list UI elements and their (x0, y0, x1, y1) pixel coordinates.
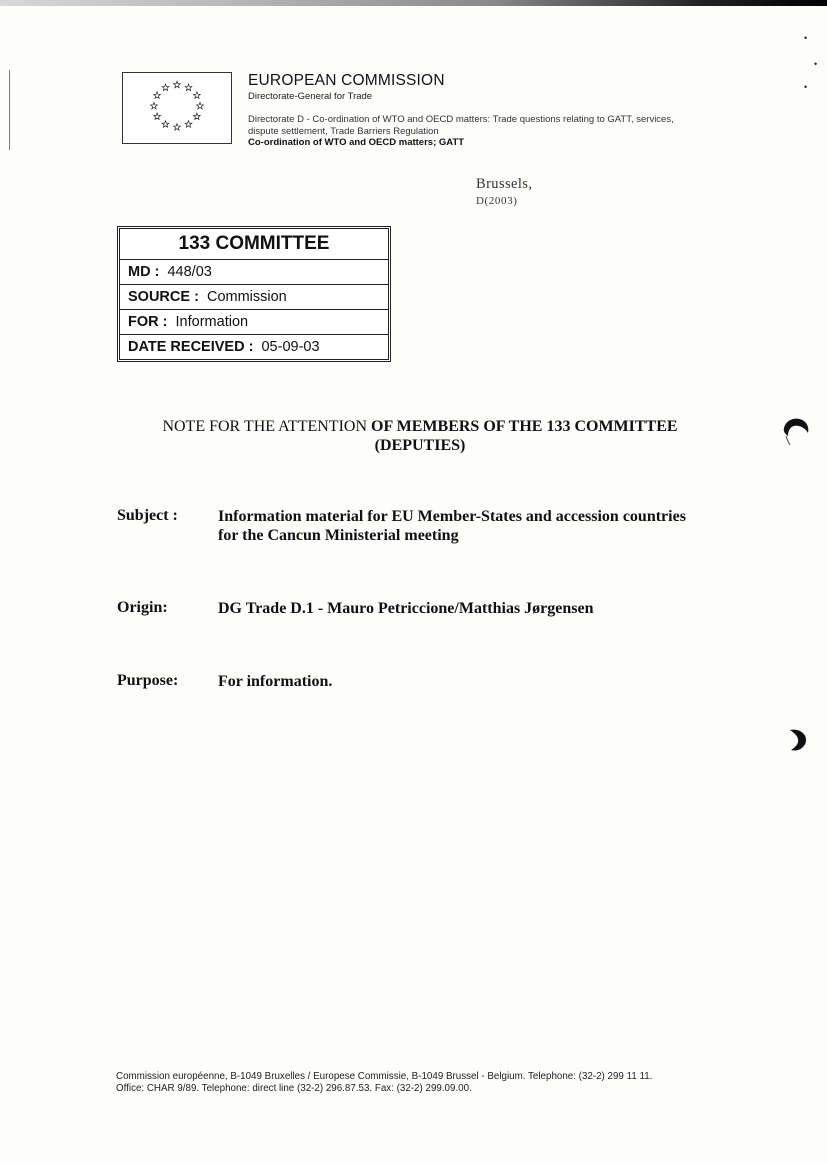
document-reference: D(2003) (476, 195, 518, 207)
eu-star-icon (174, 81, 181, 88)
origin-label: Origin: (117, 599, 168, 616)
eu-star-icon (162, 121, 169, 128)
note-title-start: NOTE FOR THE ATTENTION (162, 418, 368, 435)
eu-star-icon (185, 121, 192, 128)
note-title-line (100, 417, 740, 436)
committee-stamp-box (117, 226, 391, 362)
eu-star-icon (151, 102, 158, 109)
subject-line: for the Cancun Ministerial meeting (218, 527, 459, 544)
eu-star-icon (193, 113, 200, 120)
note-title-end: OF MEMBERS OF THE 133 COMMITTEE (371, 418, 678, 435)
note-title (100, 417, 740, 455)
footer-address (116, 1071, 756, 1095)
subject-label: Subject : (117, 507, 178, 524)
letterhead (248, 72, 788, 149)
row-label: SOURCE : (128, 289, 199, 305)
directorate-general: Directorate-General for Trade (248, 91, 373, 102)
eu-star-icon (174, 124, 181, 131)
origin-value: DG Trade D.1 - Mauro Petriccione/Matthias Jørgensen (218, 600, 594, 617)
eu-stars-circle-icon (123, 73, 231, 143)
eu-star-icon (197, 102, 204, 109)
directorate-description (248, 114, 768, 137)
scan-speck: • (804, 82, 808, 92)
punch-hole-mark-icon (787, 727, 809, 753)
scan-speck: • (814, 59, 818, 69)
subject-value (218, 507, 738, 545)
committee-row-md (120, 259, 388, 284)
subject-line: Information material for EU Member-States and accession countries (218, 508, 686, 525)
committee-row-source (120, 284, 388, 309)
purpose-value: For information. (218, 673, 333, 690)
scan-edge-top (0, 0, 827, 6)
scan-edge-left (9, 70, 10, 150)
row-label: DATE RECEIVED : (128, 339, 254, 355)
committee-title: 133 COMMITTEE (178, 233, 330, 254)
row-value: 05-09-03 (261, 339, 320, 355)
eu-flag-logo (122, 72, 232, 144)
eu-star-icon (162, 84, 169, 91)
directorate-line: Directorate D - Co-ordination of WTO and OECD matters: Trade questions relating to GATT, services, (248, 114, 674, 125)
footer-line: Office: CHAR 9/89. Telephone: direct line (32-2) 296.87.53. Fax: (32-2) 299.09.00. (116, 1083, 472, 1094)
row-value: Commission (206, 289, 287, 305)
scan-speck: • (804, 33, 808, 43)
row-value: Information (175, 314, 249, 330)
eu-star-icon (154, 113, 161, 120)
committee-row-date-received (120, 334, 388, 359)
eu-star-icon (185, 84, 192, 91)
footer-line: Commission européenne, B-1049 Bruxelles / Europese Commissie, B-1049 Brussel - Belgium. Telephone: (32-2) 299 11 11. (116, 1071, 653, 1082)
punch-hole-mark-icon (781, 414, 811, 448)
committee-row-for (120, 309, 388, 334)
coordination-line: Co-ordination of WTO and OECD matters; GATT (248, 137, 465, 148)
row-label: MD : (128, 264, 160, 280)
organisation-name: EUROPEAN COMMISSION (248, 72, 445, 89)
place-city: Brussels, (476, 176, 533, 192)
eu-star-icon (193, 92, 200, 99)
eu-star-icon (154, 92, 161, 99)
row-label: FOR : (128, 314, 168, 330)
note-title-deputies: (DEPUTIES) (374, 437, 466, 454)
row-value: 448/03 (167, 264, 212, 280)
purpose-label: Purpose: (117, 672, 179, 689)
directorate-line: dispute settlement, Trade Barriers Regulation (248, 125, 439, 137)
